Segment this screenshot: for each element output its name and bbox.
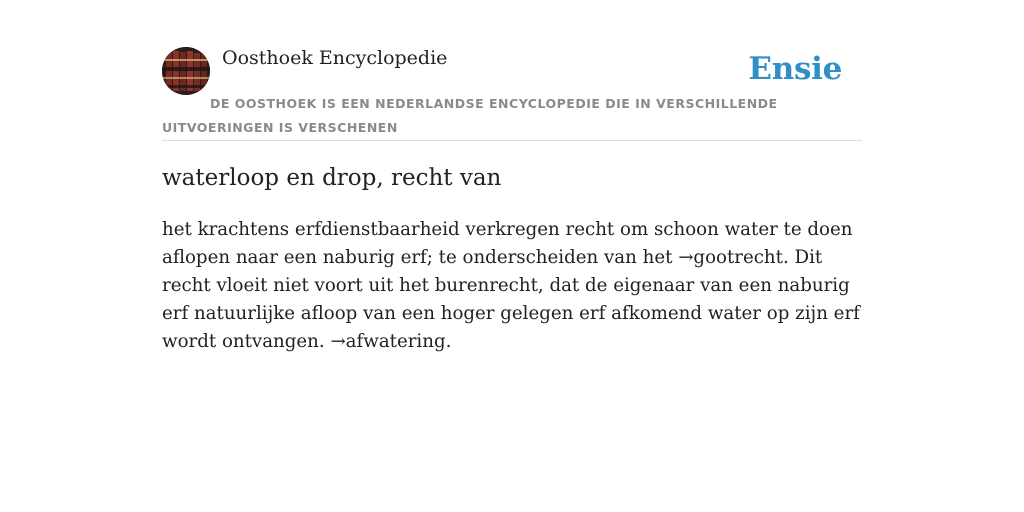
site-header <box>162 46 862 141</box>
link-afwatering[interactable]: →afwatering <box>330 331 446 352</box>
definition-text: . <box>445 331 452 352</box>
site-title[interactable]: Oosthoek Encyclopedie <box>222 47 448 69</box>
definition-text: het krachtens erfdienstbaarheid verkregen recht om schoon water te doen aflopen naar een naburig erf; te onderscheiden van het <box>162 219 853 268</box>
site-subtitle: DE OOSTHOEK IS EEN NEDERLANDSE ENCYCLOPEDIE DIE IN VERSCHILLENDE UITVOERINGEN IS VERSCHENEN <box>162 96 778 135</box>
encyclopedia-books-icon[interactable] <box>162 47 210 95</box>
entry-definition <box>162 216 862 356</box>
ensie-logo-link[interactable]: Ensie <box>748 51 842 87</box>
link-gootrecht[interactable]: →gootrecht <box>678 247 783 268</box>
definition-text: . Dit recht vloeit niet voort uit het burenrecht, dat de eigenaar van een naburig erf natuurlijke afloop van een hoger gelegen erf afkomend water op zijn erf wordt ontvangen. <box>162 247 860 352</box>
entry-title: waterloop en drop, recht van <box>162 165 502 191</box>
